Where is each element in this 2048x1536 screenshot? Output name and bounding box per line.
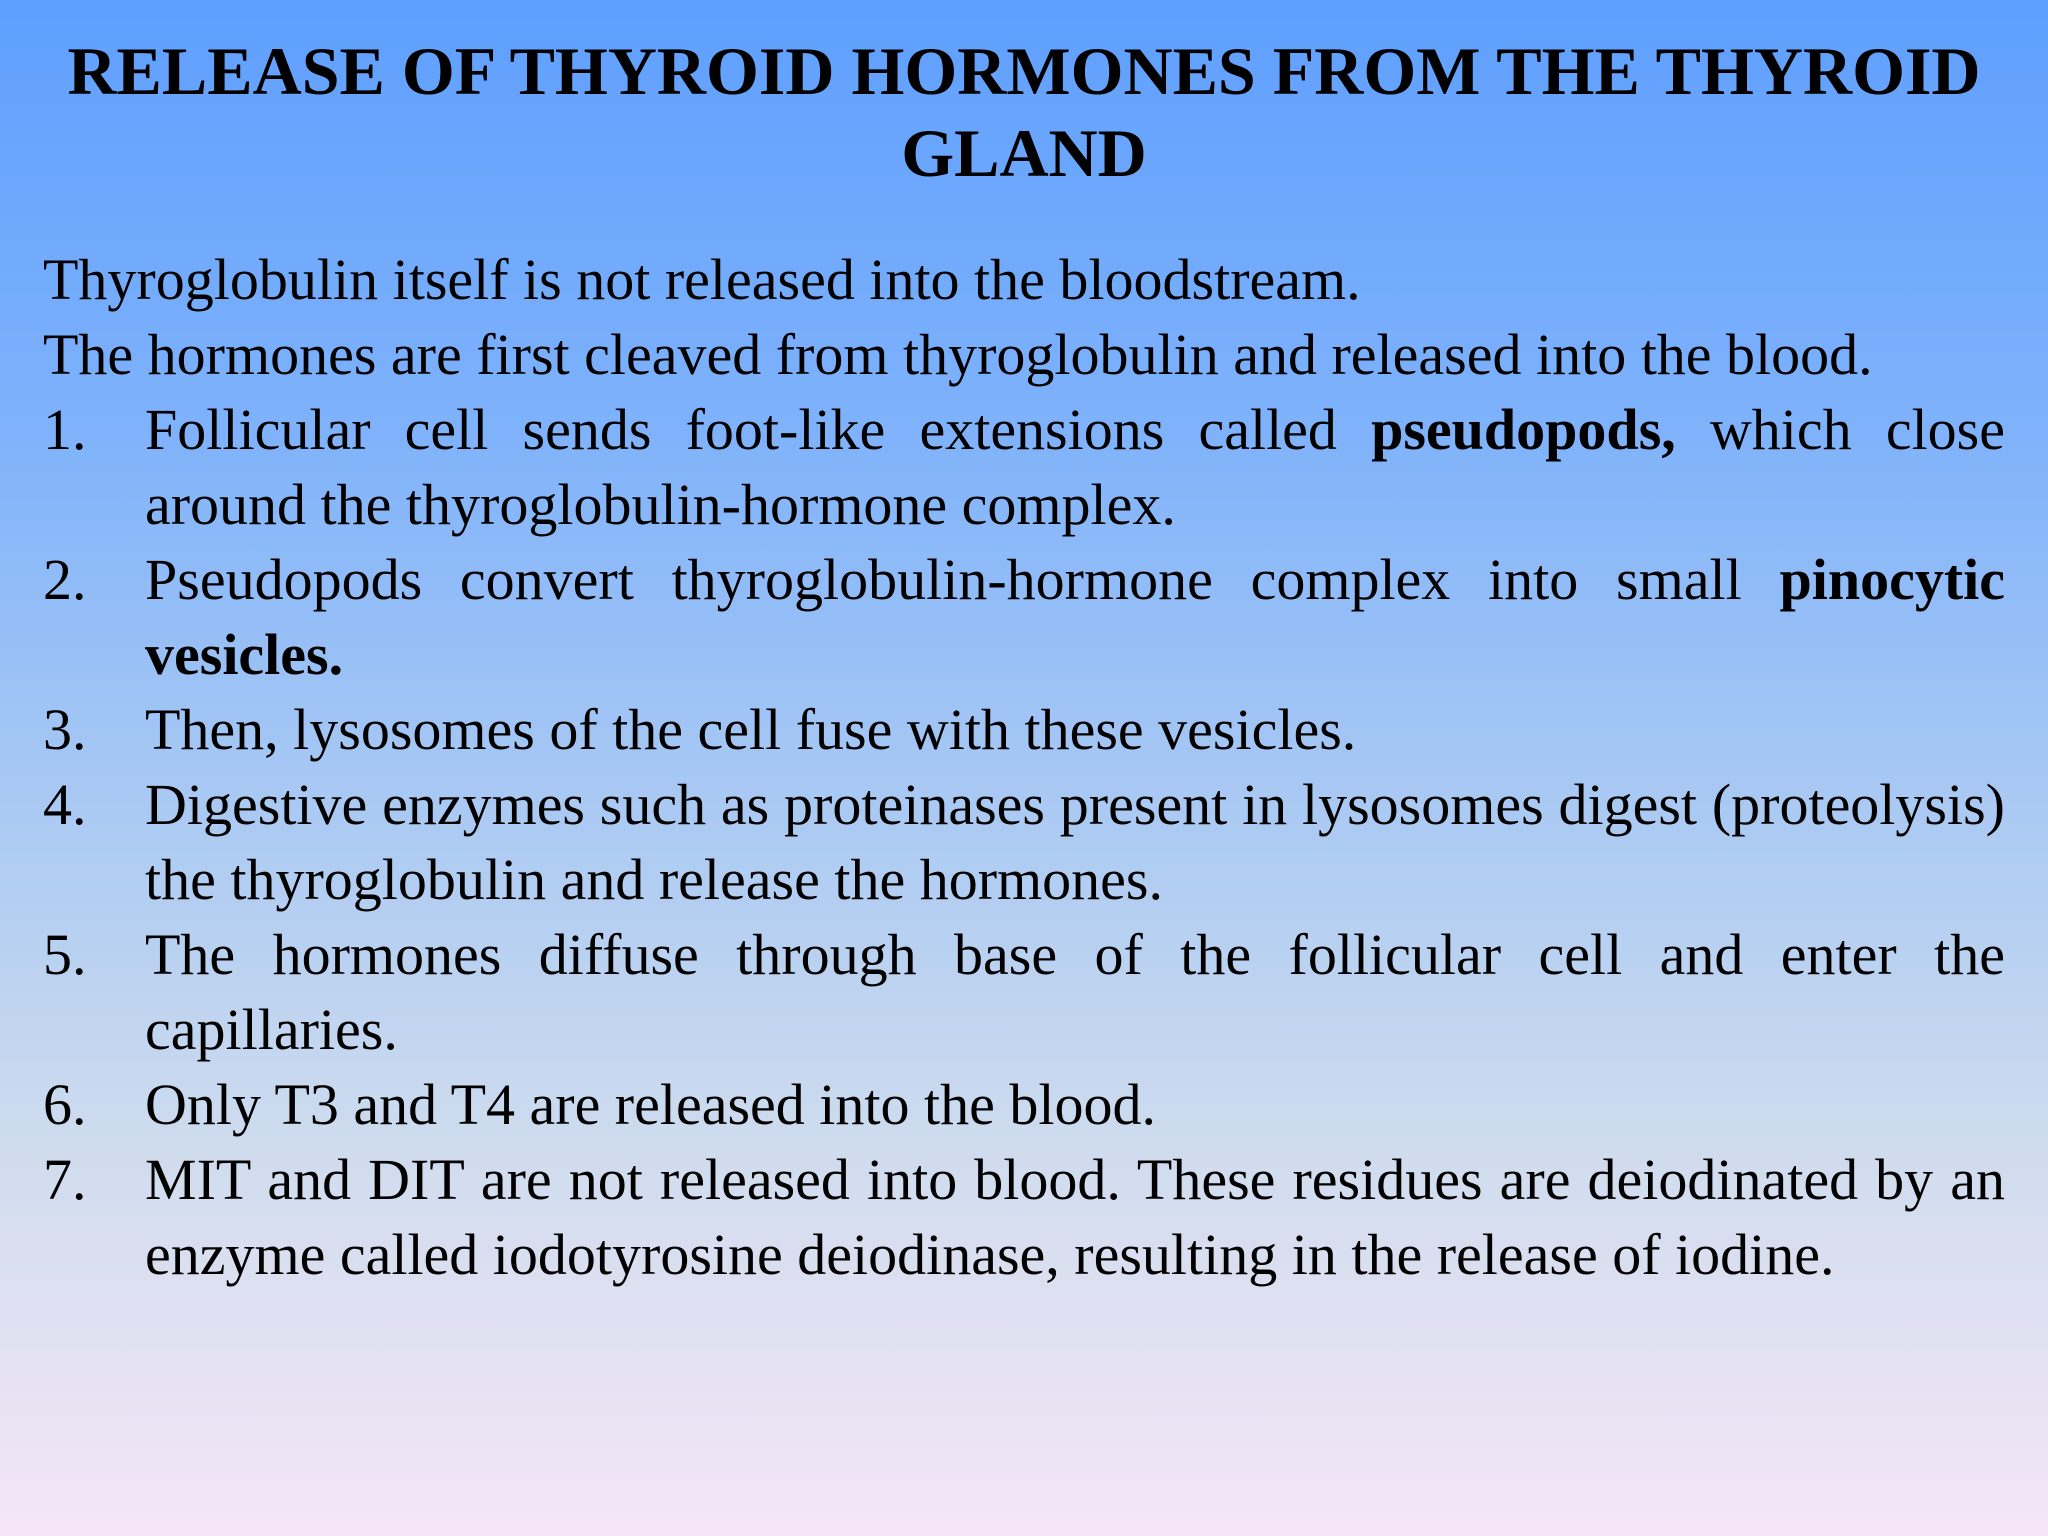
step-text — [145, 542, 2005, 692]
step-number: 1. — [43, 397, 87, 462]
list-item — [43, 692, 2005, 767]
step-text-part: Then, lysosomes of the cell fuse with these vesicles. — [145, 697, 1357, 762]
slide-body — [43, 242, 2005, 1292]
step-number: 4. — [43, 772, 87, 837]
step-text — [145, 767, 2005, 917]
step-text — [145, 1142, 2005, 1292]
step-text — [145, 1067, 2005, 1142]
step-text — [145, 692, 2005, 767]
intro-paragraph: Thyroglobulin itself is not released into the bloodstream. — [43, 247, 1361, 312]
step-text-part: The hormones diffuse through base of the follicular cell and enter the capillaries. — [145, 922, 2005, 1062]
step-number: 6. — [43, 1072, 87, 1137]
steps-list — [43, 392, 2005, 1292]
step-text-part: Pseudopods convert thyroglobulin-hormone complex into small — [145, 547, 1780, 612]
step-number: 7. — [43, 1147, 87, 1212]
step-text-part: Only T3 and T4 are released into the blood. — [145, 1072, 1156, 1137]
step-bold-term: pinocytic vesicles. — [145, 547, 2005, 687]
list-item — [43, 767, 2005, 917]
list-item — [43, 542, 2005, 692]
list-item — [43, 1142, 2005, 1292]
step-text-part: which close around the thyroglobulin-hormone complex. — [145, 397, 2005, 537]
step-text-part: Follicular cell sends foot-like extensions called — [145, 397, 1372, 462]
list-item — [43, 917, 2005, 1067]
step-number: 2. — [43, 547, 87, 612]
step-text-part: Digestive enzymes such as proteinases present in lysosomes digest (proteolysis) the thyroglobulin and release the hormones. — [145, 772, 2005, 912]
step-text — [145, 917, 2005, 1067]
slide-title: RELEASE OF THYROID HORMONES FROM THE THYROID GLAND — [67, 33, 1981, 191]
intro-paragraph: The hormones are first cleaved from thyroglobulin and released into the blood. — [43, 322, 1873, 387]
list-item — [43, 392, 2005, 542]
step-number: 3. — [43, 697, 87, 762]
step-bold-term: pseudopods, — [1371, 397, 1676, 462]
step-number: 5. — [43, 922, 87, 987]
step-text — [145, 392, 2005, 542]
list-item — [43, 1067, 2005, 1142]
step-text-part: MIT and DIT are not released into blood. These residues are deiodinated by an enzyme called iodotyrosine deiodinase, resulting in the release of iodine. — [145, 1147, 2005, 1287]
